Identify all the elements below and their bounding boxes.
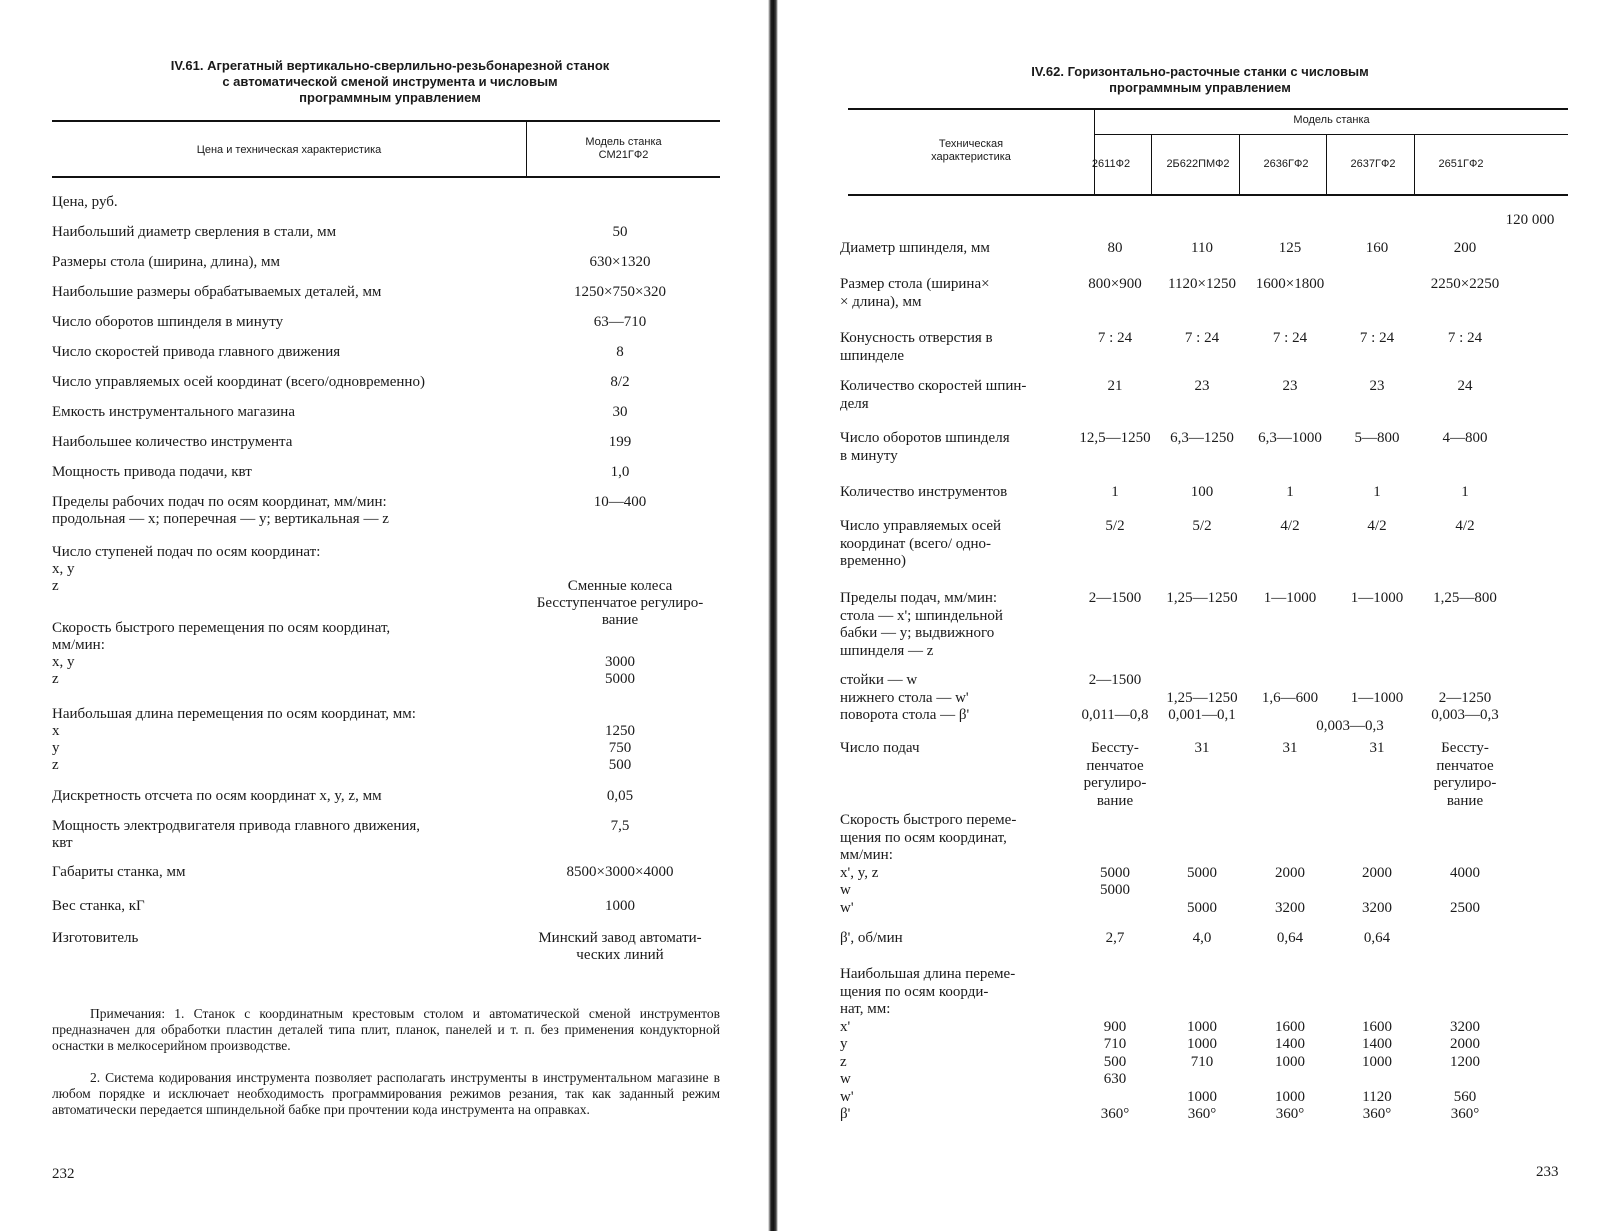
spec-value: 1—1000	[1350, 689, 1404, 706]
spec-value: 1	[1373, 484, 1381, 500]
spec-value: 31	[1369, 740, 1385, 756]
title-line: IV.62. Горизонтально-расточные станки с числовым	[1031, 64, 1369, 79]
header-col2: Модель станка СМ21ГФ2	[585, 136, 662, 161]
spec-value: 1000	[605, 898, 635, 914]
spec-label: Цена, руб.	[52, 194, 118, 210]
spec-value: 7 : 24	[1359, 330, 1395, 346]
spec-label: Число скоростей привода главного движения	[52, 344, 341, 360]
spec-value: 7,5	[610, 818, 630, 834]
spec-value: 3000 5000	[605, 654, 635, 687]
header-rule	[52, 176, 720, 178]
spec-value: 1,0	[610, 464, 630, 480]
spec-value: 1	[1111, 484, 1119, 500]
book-spine	[768, 0, 778, 1231]
spec-label: Количество скоростей шпин- деля	[840, 378, 1027, 412]
model-divider	[1414, 135, 1415, 194]
spec-value: 6,3—1250	[1170, 430, 1234, 446]
spec-label: Изготовитель	[52, 930, 139, 946]
spec-value: 160	[1365, 240, 1389, 256]
spec-label: Число ступеней подач по осям координат: x, y z	[52, 544, 321, 594]
spec-value: 0,05	[606, 788, 634, 804]
spec-value: 4—800	[1442, 430, 1488, 446]
header-col1: Техническая характеристика	[931, 138, 1011, 163]
spec-value: 1000 1000 710 1000 360°	[1187, 1018, 1217, 1122]
spec-value: 8500×3000×4000	[566, 864, 674, 880]
page-number: 232	[52, 1166, 75, 1182]
spec-label: Мощность привода подачи, квт	[52, 464, 252, 480]
spec-value: 2—1500 0,011—0,8	[1081, 672, 1149, 723]
spec-value: 4000 2500	[1450, 864, 1480, 916]
spec-label: Число управляемых осей координат (всего/одновременно)	[52, 374, 425, 390]
spec-value: Минский завод автомати- ческих линий	[538, 930, 702, 963]
title-line: программным управлением	[1109, 80, 1291, 95]
spec-label: Размер стола (ширина× × длина), мм	[840, 276, 990, 310]
spec-value: 1600 1400 1000 1120 360°	[1362, 1018, 1392, 1122]
spec-value: 7 : 24	[1272, 330, 1308, 346]
spec-value: 31	[1282, 740, 1298, 756]
title-line: программным управлением	[299, 90, 481, 105]
spec-value: 12,5—1250	[1079, 430, 1151, 446]
spec-value: 80	[1107, 240, 1123, 256]
price-value: 120 000	[1505, 212, 1555, 228]
spec-value: 63—710	[593, 314, 647, 330]
spec-label: Наибольшая длина перемещения по осям координат, мм: x y z	[52, 706, 416, 773]
spec-value: 2—1500	[1088, 590, 1142, 606]
spec-label: Пределы подач, мм/мин: стола — x'; шпиндельной бабки — y; выдвижного шпинделя — z	[840, 590, 1003, 659]
spec-value: 1,25—1250	[1166, 590, 1238, 606]
spec-value: 6,3—1000	[1258, 430, 1322, 446]
title-line: с автоматической сменой инструмента и числовым	[222, 74, 558, 89]
spec-label: β', об/мин	[840, 930, 903, 946]
spec-value: 0,64	[1363, 930, 1391, 946]
spec-label: Скорость быстрого переме- щения по осям координат, мм/мин: x', y, z w w'	[840, 812, 1017, 916]
spec-label: Конусность отверстия в шпинделе	[840, 330, 993, 364]
spec-value: 7 : 24	[1097, 330, 1133, 346]
header-col1: Цена и техническая характеристика	[196, 144, 382, 156]
spec-value: 5/2	[1192, 518, 1212, 534]
spec-label: Дискретность отсчета по осям координат x, y, z, мм	[52, 788, 382, 804]
spec-value: 1,25—1250 0,001—0,1	[1166, 689, 1238, 723]
model-divider	[1151, 135, 1152, 194]
spec-label: Размеры стола (ширина, длина), мм	[52, 254, 280, 270]
spec-value: 800×900	[1088, 276, 1142, 292]
spec-label: Мощность электродвигателя привода главного движения, квт	[52, 818, 421, 851]
model-header: 2637ГФ2	[1350, 158, 1396, 170]
spec-value: 2000 3200	[1362, 864, 1392, 916]
table-title	[900, 64, 1500, 96]
spec-label: Пределы рабочих подач по осям координат, мм/мин: продольная — x; поперечная — y; вертикальная — z	[52, 494, 389, 527]
spec-value: 1,25—800	[1433, 590, 1497, 606]
spec-value: 1120×1250	[1168, 276, 1236, 292]
shared-feed-value: 0,003—0,3	[1316, 718, 1384, 734]
spec-value: 630×1320	[589, 254, 651, 270]
spec-value: 1—1000	[1350, 590, 1404, 606]
model-header: 2651ГФ2	[1438, 158, 1484, 170]
spec-value: 21	[1107, 378, 1123, 394]
spec-label: Емкость инструментального магазина	[52, 404, 295, 420]
spec-value: 4,0	[1192, 930, 1212, 946]
spec-value: 5000 5000	[1187, 864, 1217, 916]
spec-label: Диаметр шпинделя, мм	[840, 240, 990, 256]
left-page	[0, 0, 775, 1231]
table-title	[60, 58, 720, 106]
spec-label: Число подач	[840, 740, 920, 756]
spec-label: Число оборотов шпинделя в минуту	[52, 314, 284, 330]
spec-value: 8/2	[610, 374, 630, 390]
header-group: Модель станка	[1293, 114, 1370, 126]
note-2: 2. Система кодирования инструмента позволяет располагать инструменты в инструментальном магазине в любом порядке и исключает необходимость программирования режимов резания, так как заданный режим автоматически передается шпиндельной бабке при прочтении кода инструмента на оправках.	[52, 1070, 720, 1117]
spec-value: 1250 750 500	[605, 723, 635, 773]
spec-label: Число управляемых осей координат (всего/ одно- временно)	[840, 518, 1002, 569]
spec-value: 1,6—600	[1261, 689, 1319, 706]
spec-value: 200	[1453, 240, 1477, 256]
model-header: 2636ГФ2	[1263, 158, 1309, 170]
model-header: 2Б622ПМФ2	[1166, 158, 1230, 170]
spec-value: 900 710 500 630 360°	[1100, 1018, 1130, 1122]
spec-value: 2,7	[1105, 930, 1125, 946]
spec-value: 1250×750×320	[574, 284, 666, 300]
spec-label: Габариты станка, мм	[52, 864, 186, 880]
spec-value: 3200 2000 1200 560 360°	[1450, 1018, 1480, 1122]
spec-value: 0,64	[1276, 930, 1304, 946]
spec-value: 30	[612, 404, 628, 420]
spec-value: 31	[1194, 740, 1210, 756]
spec-value: 2000 3200	[1275, 864, 1305, 916]
spec-label: Наибольший диаметр сверления в стали, мм	[52, 224, 337, 240]
spec-value: 1600 1400 1000 1000 360°	[1275, 1018, 1305, 1122]
spec-value: 1—1000	[1263, 590, 1317, 606]
spec-value: 100	[1190, 484, 1214, 500]
spec-label: Вес станка, кГ	[52, 898, 145, 914]
header-subrule	[1095, 134, 1568, 135]
top-rule	[848, 108, 1568, 110]
spec-value: 1	[1286, 484, 1294, 500]
spec-value: 199	[608, 434, 632, 450]
model-header: 2611Ф2	[1091, 158, 1131, 170]
spec-value: Бессту- пенчатое регулиро- вание	[1083, 740, 1147, 809]
spec-label: Число оборотов шпинделя в минуту	[840, 430, 1010, 464]
spec-label: стойки — w нижнего стола — w' поворота стола — β'	[840, 672, 970, 723]
header-rule	[848, 194, 1568, 196]
page-number: 233	[1536, 1164, 1559, 1180]
spec-value: 7 : 24	[1184, 330, 1220, 346]
right-page	[780, 0, 1610, 1231]
spec-value: 1	[1461, 484, 1469, 500]
spec-value: 110	[1191, 240, 1213, 256]
spec-value: 23	[1194, 378, 1210, 394]
spec-value: 4/2	[1367, 518, 1387, 534]
spec-value: 2250×2250	[1430, 276, 1500, 292]
spec-value: Бессту- пенчатое регулиро- вание	[1433, 740, 1497, 809]
spec-value: 1600×1800	[1255, 276, 1325, 292]
spec-value: 5/2	[1105, 518, 1125, 534]
spec-value: 8	[616, 344, 624, 360]
title-line: IV.61. Агрегатный вертикально-сверлильно-резьбонарезной станок	[170, 58, 610, 73]
spec-label: Наибольшее количество инструмента	[52, 434, 293, 450]
spec-label: Количество инструментов	[840, 484, 1008, 500]
model-divider	[1239, 135, 1240, 194]
spec-value: 50	[612, 224, 628, 240]
spec-value: 23	[1369, 378, 1385, 394]
spec-value: Сменные колеса Бесступенчатое регулиро- вание	[536, 578, 704, 628]
spec-value: 10—400	[593, 494, 647, 510]
spec-value: 7 : 24	[1447, 330, 1483, 346]
spec-value: 4/2	[1280, 518, 1300, 534]
spec-value: 24	[1457, 378, 1473, 394]
spec-label: Наибольшая длина переме- щения по осям коорди- нат, мм: x' y z w w' β'	[840, 966, 1016, 1122]
spec-value: 5000 5000	[1100, 864, 1130, 898]
top-rule	[52, 120, 720, 122]
spec-value: 4/2	[1455, 518, 1475, 534]
spec-value: 23	[1282, 378, 1298, 394]
spec-value: 2—1250 0,003—0,3	[1431, 689, 1499, 723]
note-1: Примечания: 1. Станок с координатным крестовым столом и автоматической сменой инструментов предназначен для обработки пластин деталей типа плит, планок, панелей и т. п. без применения кондукторной оснастки в мелкосерийном производстве.	[52, 1006, 720, 1053]
spec-value: 125	[1278, 240, 1302, 256]
spec-value: 5—800	[1354, 430, 1400, 446]
model-divider	[1326, 135, 1327, 194]
spec-label: Скорость быстрого перемещения по осям координат, мм/мин: x, y z	[52, 620, 391, 687]
spec-label: Наибольшие размеры обрабатываемых деталей, мм	[52, 284, 382, 300]
